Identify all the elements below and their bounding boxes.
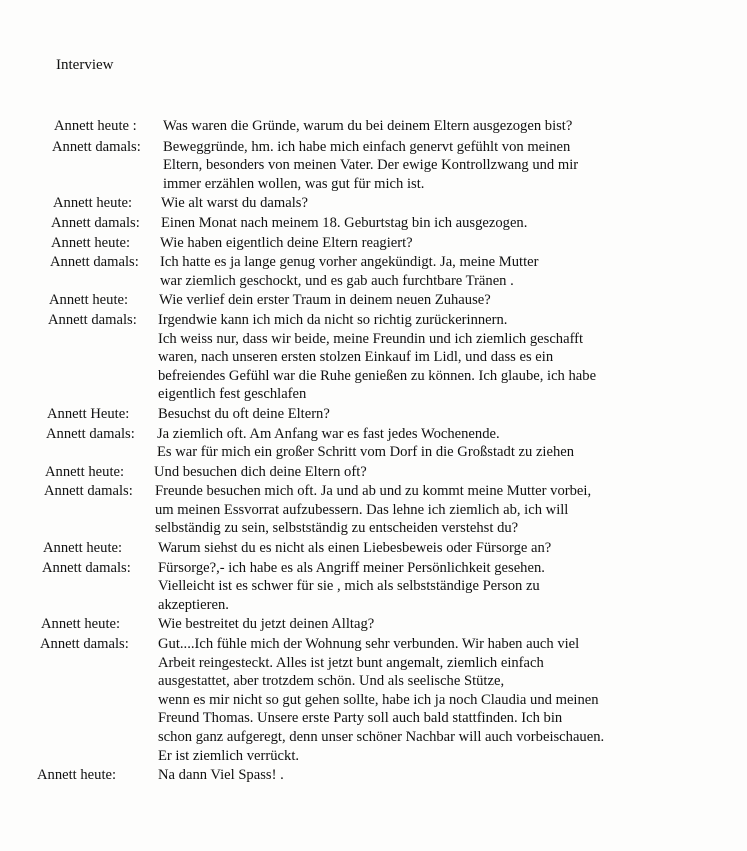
entry-text: Einen Monat nach meinem 18. Geburtstag bin ich ausgezogen. <box>161 214 528 231</box>
interview-entry <box>0 615 747 634</box>
speaker-label: Annett heute: <box>41 616 121 633</box>
speaker-label: Annett heute: <box>37 767 117 784</box>
interview-entry <box>0 138 747 194</box>
entry-text: Warum siehst du es nicht als einen Liebesbeweis oder Fürsorge an? <box>158 540 552 557</box>
speaker-label: Annett heute: <box>53 195 133 212</box>
speaker-label: Annett damals: <box>51 214 140 231</box>
speaker-label: Annett damals: <box>48 311 137 328</box>
entry-text: Gut....Ich fühle mich der Wohnung sehr verbunden. Wir haben auch viel Arbeit reingesteckt. Alles ist jetzt bunt angemalt, ziemlich einfach ausgestattet, aber trotzdem schön. Und als seelische Stütze, wenn es mir nicht so gut gehen sollte, habe ich ja noch Claudia und meinen Freund Thomas. Unsere erste Party soll auch bald stattfinden. Ich bin schon ganz aufgeregt, denn unser schöner Nachbar will auch vorbeischauen. Er ist ziemlich verrückt. <box>158 636 605 764</box>
entry-text: Irgendwie kann ich mich da nicht so richtig zurückerinnern. Ich weiss nur, dass wir beide, meine Freundin und ich ziemlich geschafft waren, nach unseren ersten stolzen Einkauf im Lidl, und dass es ein befreiendes Gefühl war die Ruhe genießen zu können. Ich glaube, ich habe eigentlich fest geschlafen <box>158 311 597 403</box>
entry-text: Wie verlief dein erster Traum in deinem neuen Zuhause? <box>159 292 491 309</box>
interview-entry <box>0 234 747 253</box>
speaker-label: Annett heute: <box>51 234 131 251</box>
interview-entry <box>0 482 747 538</box>
interview-entry <box>0 766 747 785</box>
speaker-label: Annett heute : <box>54 118 137 134</box>
document-title: Interview <box>56 57 114 73</box>
entry-text: Was waren die Gründe, warum du bei deinem Eltern ausgezogen bist? <box>163 118 573 134</box>
speaker-label: Annett damals: <box>46 425 135 442</box>
interview-entry <box>0 425 747 462</box>
interview-entry <box>0 405 747 424</box>
entry-text: Besuchst du oft deine Eltern? <box>158 405 330 422</box>
speaker-label: Annett heute: <box>45 463 125 480</box>
interview-entry <box>0 291 747 310</box>
entry-text: Und besuchen dich deine Eltern oft? <box>154 463 367 480</box>
speaker-label: Annett heute: <box>49 292 129 309</box>
interview-entry <box>0 539 747 558</box>
speaker-label: Annett heute: <box>43 540 123 557</box>
entry-text: Beweggründe, hm. ich habe mich einfach genervt gefühlt von meinen Eltern, besonders von meinen Vater. Der ewige Kontrollzwang und mir immer erzählen wollen, was gut für mich ist. <box>163 138 579 192</box>
interview-entry <box>0 463 747 482</box>
entry-text: Fürsorge?,- ich habe es als Angriff meiner Persönlichkeit gesehen. Vielleicht ist es schwer für sie , mich als selbstständige Person zu akzeptieren. <box>158 559 545 613</box>
speaker-label: Annett Heute: <box>47 405 130 422</box>
entry-text: Wie bestreitet du jetzt deinen Alltag? <box>158 616 375 633</box>
speaker-label: Annett damals: <box>44 483 133 500</box>
interview-entry <box>0 214 747 233</box>
speaker-label: Annett damals: <box>50 254 139 271</box>
entry-text: Freunde besuchen mich oft. Ja und ab und zu kommt meine Mutter vorbei, um meinen Essvorrat aufzubessern. Das lehne ich ziemlich ab, ich will selbständig zu sein, selbstständig zu entscheiden verstehst du? <box>155 483 592 537</box>
interview-entry <box>0 253 747 290</box>
interview-dialog <box>0 117 747 785</box>
speaker-label: Annett damals: <box>40 636 129 653</box>
interview-entry <box>0 311 747 404</box>
interview-entry <box>0 117 747 136</box>
entry-text: Wie alt warst du damals? <box>161 195 308 212</box>
interview-entry <box>0 194 747 213</box>
entry-text: Ja ziemlich oft. Am Anfang war es fast jedes Wochenende. Es war für mich ein großer Schritt vom Dorf in die Großstadt zu ziehen <box>157 425 575 461</box>
entry-text: Wie haben eigentlich deine Eltern reagiert? <box>160 234 413 251</box>
interview-entry <box>0 635 747 765</box>
speaker-label: Annett damals: <box>52 138 141 155</box>
speaker-label: Annett damals: <box>42 559 131 576</box>
interview-entry <box>0 559 747 615</box>
entry-text: Na dann Viel Spass! . <box>158 767 284 784</box>
entry-text: Ich hatte es ja lange genug vorher angekündigt. Ja, meine Mutter war ziemlich geschockt, und es gab auch furchtbare Tränen . <box>160 254 539 289</box>
